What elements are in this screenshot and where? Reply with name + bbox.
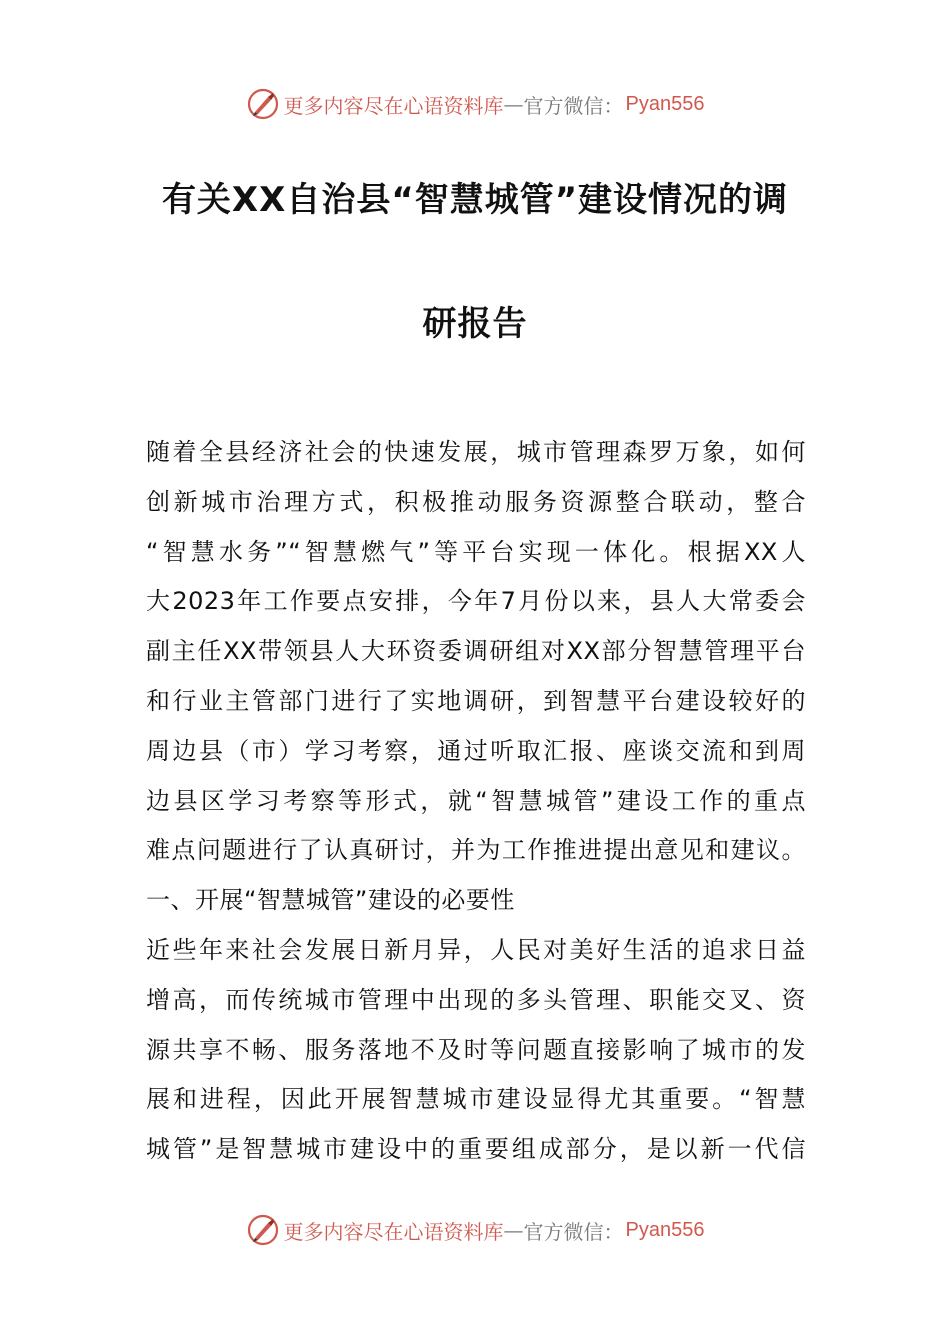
watermark-wechat-label: 官方微信： <box>523 1219 624 1244</box>
watermark-brand-text: 更多内容尽在心语资料库 <box>283 1219 504 1244</box>
watermark-wechat-id: Pyan556 <box>625 92 705 115</box>
body-line: 随着全县经济社会的快速发展，城市管理森罗万象，如何 <box>146 438 806 466</box>
pen-logo-icon <box>246 1213 280 1247</box>
watermark-banner-bottom <box>0 1210 950 1250</box>
body-line: 大2023年工作要点安排，今年7月份以来，县人大常委会 <box>146 587 806 616</box>
document-title-line-2: 研报告 <box>422 304 528 344</box>
watermark-wechat-label: 官方微信： <box>523 93 624 118</box>
document-body <box>146 428 806 1175</box>
section-heading: 一、开展“智慧城管”建设的必要性 <box>146 886 515 915</box>
body-line: 源共享不畅、服务落地不及时等问题直接影响了城市的发 <box>146 1035 806 1064</box>
body-line: 周边县（市）学习考察，通过听取汇报、座谈交流和到周 <box>146 736 806 765</box>
body-line: “智慧水务”“智慧燃气”等平台实现一体化。根据XX人 <box>146 537 806 566</box>
body-line: 展和进程，因此开展智慧城市建设显得尤其重要。“智慧 <box>146 1085 806 1114</box>
body-line: 边县区学习考察等形式，就“智慧城管”建设工作的重点 <box>146 786 806 815</box>
body-line: 难点问题进行了认真研讨，并为工作推进提出意见和建议。 <box>146 836 806 865</box>
watermark-banner-top <box>0 84 950 124</box>
pen-logo-icon <box>246 87 280 121</box>
document-title-line-1: 有关XX自治县“智慧城管”建设情况的调 <box>161 180 789 220</box>
watermark-brand-text: 更多内容尽在心语资料库 <box>283 93 504 118</box>
body-line: 副主任XX带领县人大环资委调研组对XX部分智慧管理平台 <box>146 637 806 666</box>
body-line: 近些年来社会发展日新月异，人民对美好生活的追求日益 <box>146 935 806 964</box>
body-line: 创新城市治理方式，积极推动服务资源整合联动，整合 <box>146 487 806 516</box>
watermark-wechat-id: Pyan556 <box>625 1218 705 1241</box>
body-line: 和行业主管部门进行了实地调研，到智慧平台建设较好的 <box>146 686 806 715</box>
watermark-dash: — <box>503 92 524 116</box>
watermark-dash: — <box>503 1218 524 1242</box>
body-line: 增高，而传统城市管理中出现的多头管理、职能交叉、资 <box>146 985 806 1014</box>
body-line: 城管”是智慧城市建设中的重要组成部分，是以新一代信 <box>146 1135 806 1164</box>
